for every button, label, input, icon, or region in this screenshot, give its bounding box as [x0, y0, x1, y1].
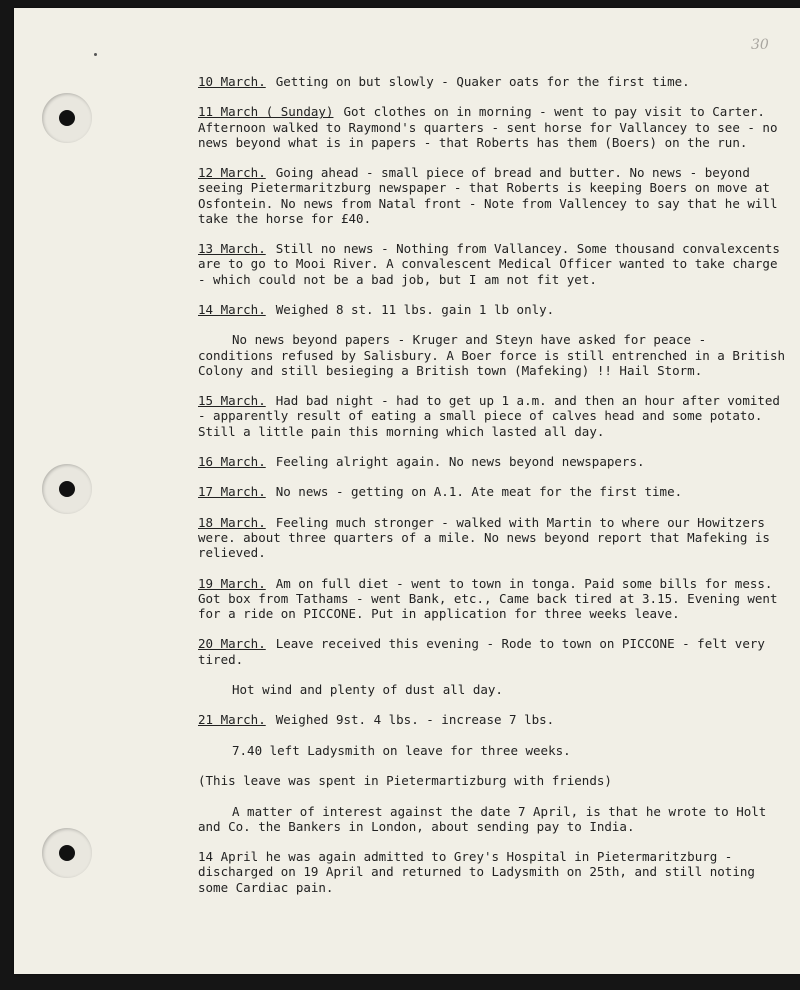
diary-entry: [198, 743, 788, 758]
entry-text: (This leave was spent in Pietermartizburg with friends): [198, 773, 612, 789]
entry-date: 14 March.: [198, 301, 266, 317]
diary-text: [198, 74, 788, 910]
diary-entry: [198, 682, 788, 697]
punch-hole-top: [42, 93, 92, 143]
entry-date: 17 March.: [198, 484, 266, 500]
diary-entry: [198, 74, 788, 89]
entry-text: Weighed 8 st. 11 lbs. gain 1 lb only.: [275, 301, 555, 317]
diary-entry: [198, 804, 788, 834]
entry-text: 7.40 left Ladysmith on leave for three weeks.: [232, 742, 571, 758]
entry-text: Hot wind and plenty of dust all day.: [232, 681, 503, 697]
entry-date: 21 March.: [198, 712, 266, 728]
diary-entry: [198, 302, 788, 317]
entry-text: Got clothes on in morning - went to pay visit to Carter. Afternoon walked to Raymond's quarters - sent horse for Vallancey to see - no news beyond what is in papers - that Roberts has them (Boers) on the run.: [198, 104, 778, 150]
diary-entry: [198, 165, 788, 226]
entry-text: Going ahead - small piece of bread and butter. No news - beyond seeing Pietermaritzburg newspaper - that Roberts is keeping Boers on move at Osfontein. No news from Natal front - Note from Vallencey to say that he will take the horse for £40.: [198, 165, 778, 226]
diary-entry: [198, 712, 788, 727]
punch-hole-middle: [42, 464, 92, 514]
entry-text: No news - getting on A.1. Ate meat for the first time.: [275, 484, 683, 500]
entry-text: Getting on but slowly - Quaker oats for the first time.: [275, 74, 690, 89]
diary-entry: [198, 773, 788, 788]
diary-entry: [198, 576, 788, 622]
entry-date: 16 March.: [198, 453, 266, 469]
entry-text: Am on full diet - went to town in tonga. Paid some bills for mess. Got box from Tathams - went Bank, etc., Came back tired at 3.15. Evening went for a ride on PICCONE. Put in application for three weeks leave.: [198, 575, 778, 621]
entry-date: 13 March.: [198, 241, 266, 257]
diary-entry: [198, 393, 788, 439]
entry-date: 12 March.: [198, 165, 266, 181]
entry-text: Weighed 9st. 4 lbs. - increase 7 lbs.: [275, 712, 555, 728]
entry-text: Had bad night - had to get up 1 a.m. and then an hour after vomited - apparently result of eating a small piece of calves head and some potato. Still a little pain this morning which lasted all day.: [198, 393, 780, 439]
entry-text: Leave received this evening - Rode to town on PICCONE - felt very tired.: [198, 636, 765, 667]
diary-entry: [198, 454, 788, 469]
entry-text: Feeling much stronger - walked with Martin to where our Howitzers were. about three quarters of a mile. No news beyond report that Mafeking is relieved.: [198, 514, 770, 561]
diary-entry: [198, 849, 788, 895]
diary-entry: [198, 104, 788, 150]
entry-date: 11 March ( Sunday): [198, 104, 334, 120]
diary-entry: [198, 332, 788, 378]
entry-text: Still no news - Nothing from Vallancey. Some thousand convalexcents are to go to Mooi River. A convalescent Medical Officer wanted to take charge - which could not be a bad job, but I am not fit yet.: [198, 241, 780, 287]
diary-entry: [198, 241, 788, 287]
diary-entry: [198, 636, 788, 666]
entry-text: No news beyond papers - Kruger and Steyn have asked for peace - conditions refused by Salisbury. A Boer force is still entrenched in a British Colony and still besieging a British town (Mafeking) !! Hail Storm.: [198, 332, 785, 378]
entry-date: 19 March.: [198, 575, 266, 591]
entry-date: 10 March.: [198, 74, 266, 89]
document-page: [14, 8, 800, 974]
entry-date: 20 March.: [198, 636, 266, 652]
entry-text: 14 April he was again admitted to Grey's Hospital in Pietermaritzburg - discharged on 19 April and returned to Ladysmith on 25th, and still noting some Cardiac pain.: [198, 849, 755, 895]
ink-mark: [94, 53, 97, 56]
entry-date: 18 March.: [198, 514, 266, 530]
entry-text: A matter of interest against the date 7 April, is that he wrote to Holt and Co. the Bankers in London, about sending pay to India.: [198, 803, 767, 834]
punch-hole-bottom: [42, 828, 92, 878]
page-number: 30: [751, 37, 769, 53]
entry-text: Feeling alright again. No news beyond newspapers.: [275, 453, 645, 469]
entry-date: 15 March.: [198, 393, 266, 409]
diary-entry: [198, 515, 788, 561]
diary-entry: [198, 484, 788, 499]
